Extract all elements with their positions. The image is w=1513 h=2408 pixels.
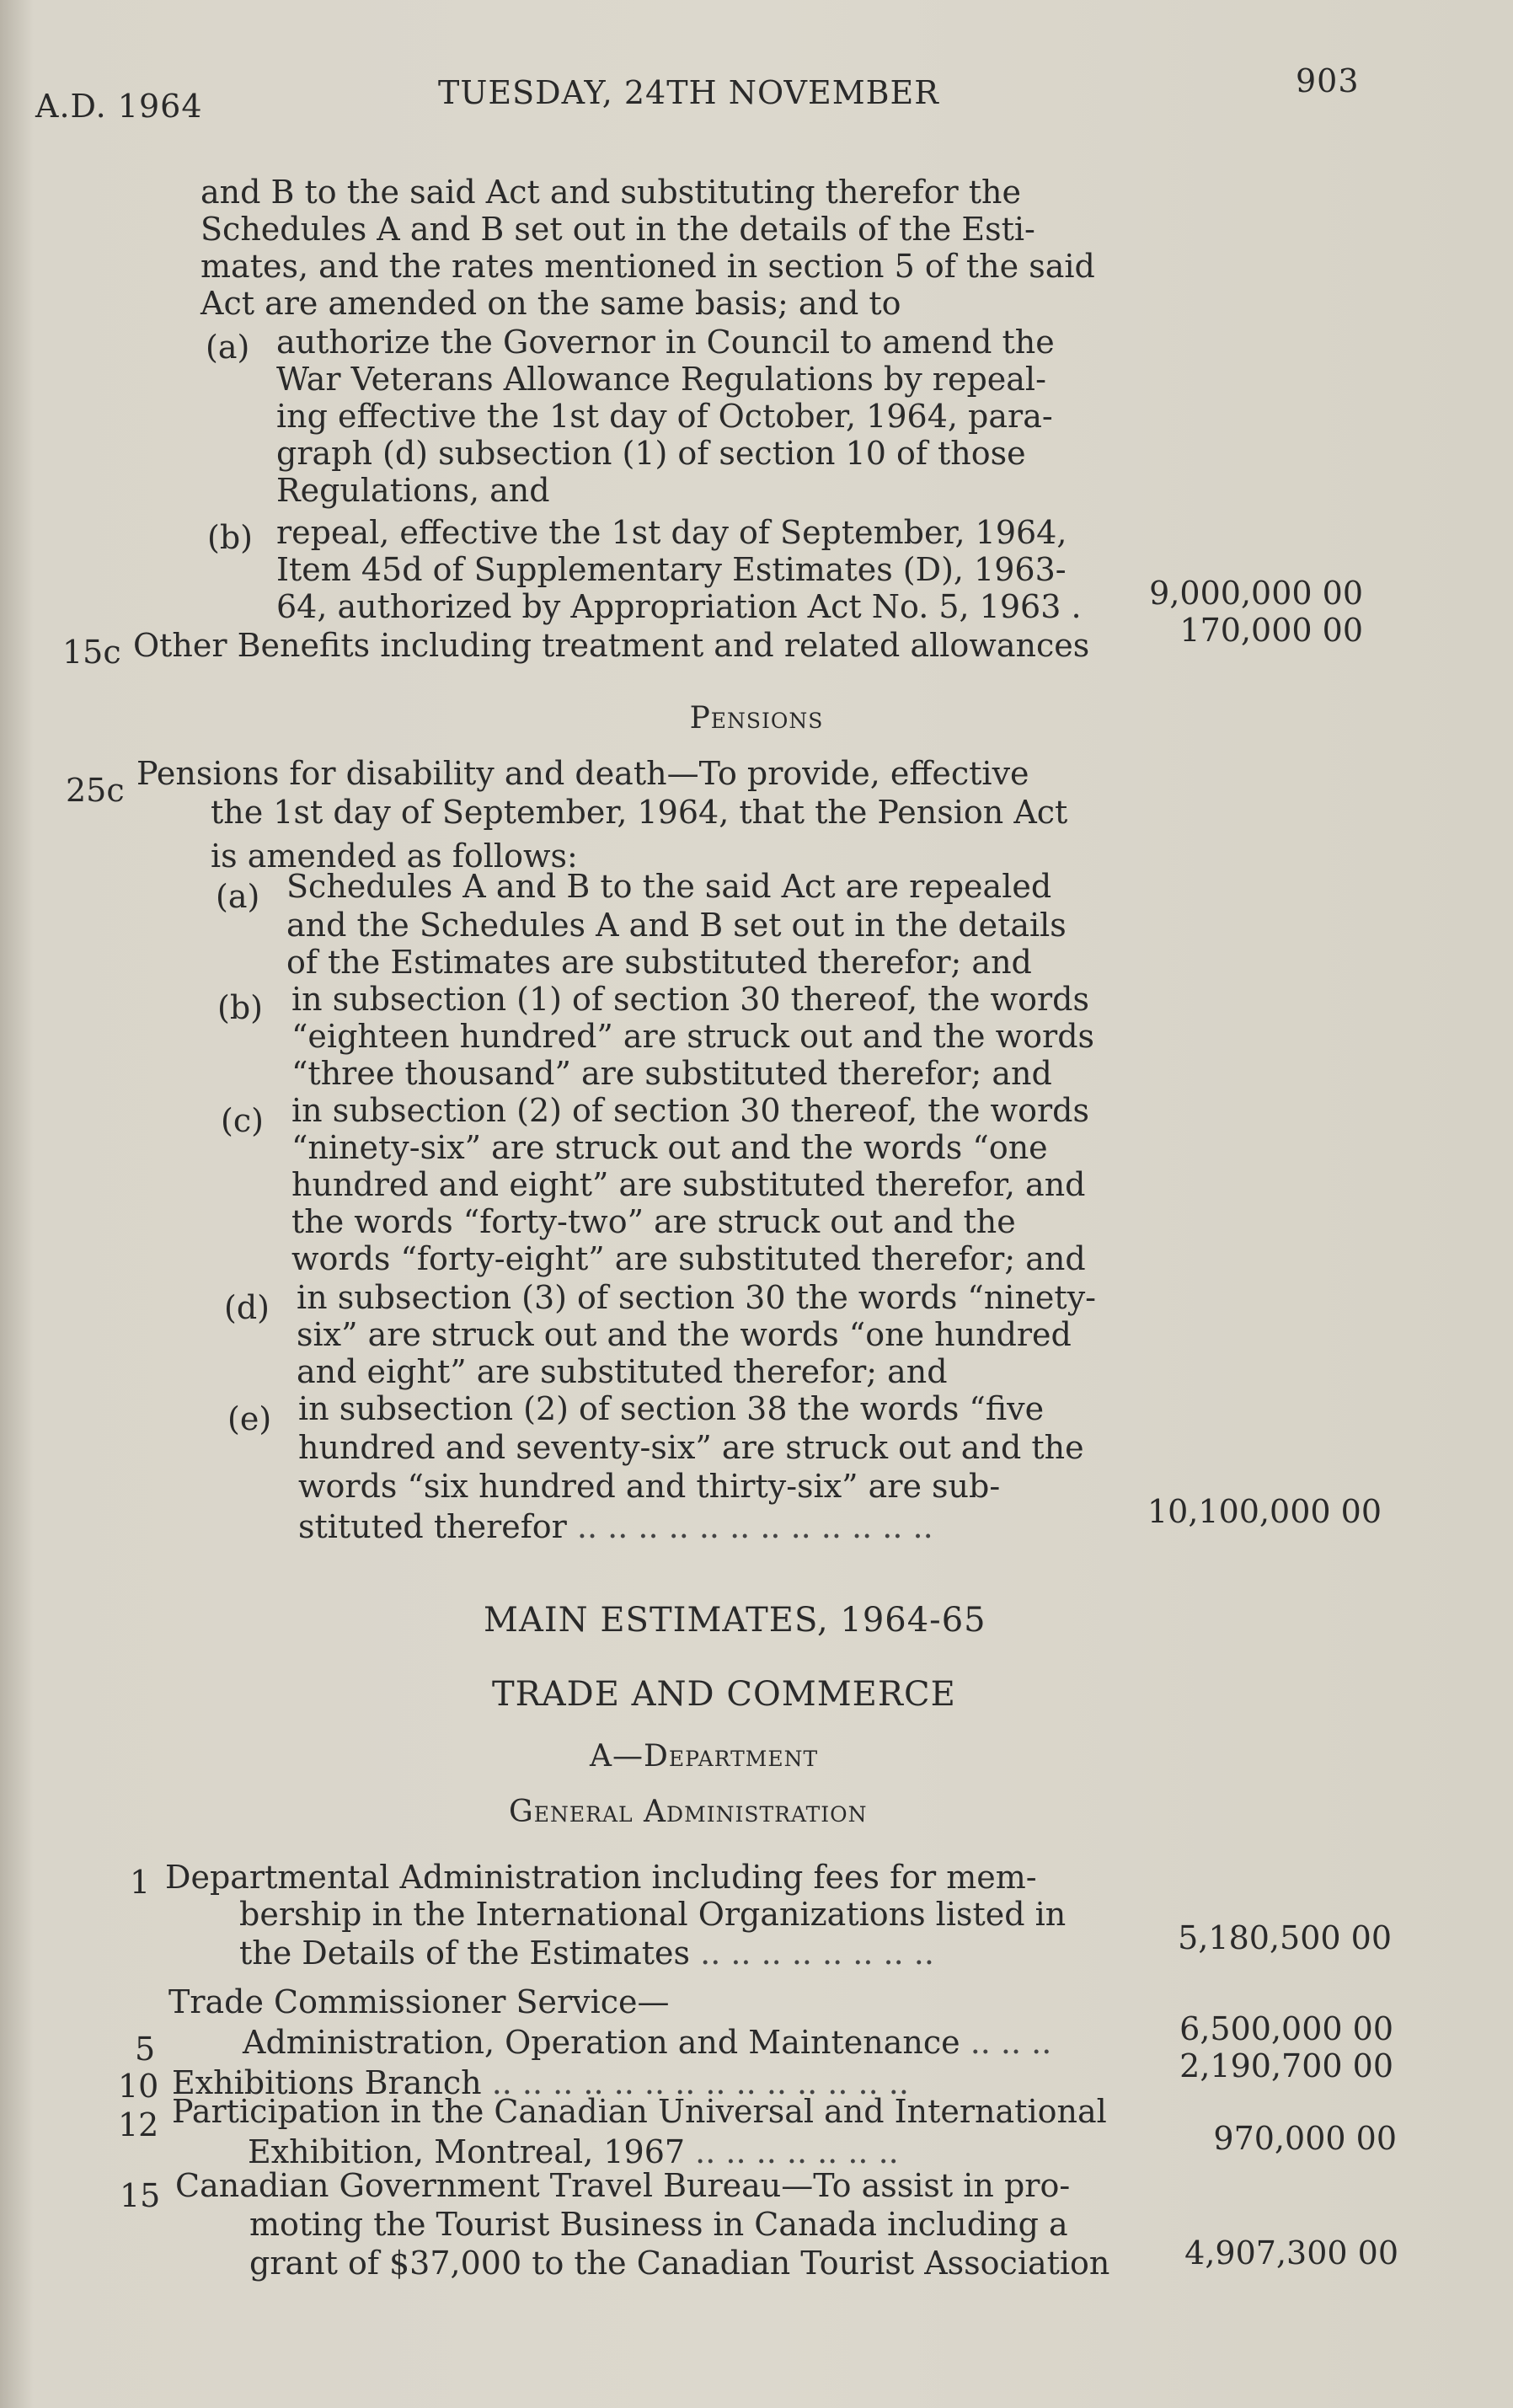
- pensions-heading: Pensions: [689, 701, 824, 736]
- intro-item-b-marker: (b): [207, 519, 253, 556]
- pensions-a-marker: (a): [216, 878, 260, 915]
- pensions-b-marker: (b): [217, 989, 263, 1026]
- item-15-number: 15: [120, 2177, 161, 2214]
- pensions-e-line-4-text: stituted therefor: [298, 1508, 567, 1545]
- item-15-line-1: Canadian Government Travel Bureau—To assist in pro-: [175, 2167, 1071, 2204]
- trade-commissioner-heading: Trade Commissioner Service—: [168, 1983, 670, 2020]
- item-10-number: 10: [118, 2068, 159, 2105]
- intro-item-a-line-5: Regulations, and: [276, 472, 550, 509]
- intro-item-a-marker: (a): [206, 329, 250, 366]
- general-administration-heading: General Administration: [509, 1795, 868, 1829]
- item-12-line-2-text: Exhibition, Montreal, 1967: [248, 2133, 686, 2170]
- pensions-e-marker: (e): [227, 1400, 272, 1437]
- intro-item-a-line-2: War Veterans Allowance Regulations by repeal-: [276, 361, 1046, 398]
- item-5-text: Administration, Operation and Maintenance: [243, 2024, 960, 2061]
- item-12-line-1: Participation in the Canadian Universal and International: [172, 2093, 1107, 2130]
- main-estimates-title: MAIN ESTIMATES, 1964-65: [484, 1601, 986, 1640]
- pensions-line-2: the 1st day of September, 1964, that the Pension Act: [211, 794, 1068, 831]
- dot-leader: .. .. .. .. .. .. .. .. .. .. .. .. .. ..: [481, 2064, 909, 2101]
- item-12-number: 12: [118, 2106, 159, 2143]
- pensions-c-line-1: in subsection (2) of section 30 thereof, the words: [291, 1092, 1089, 1129]
- department-title: TRADE AND COMMERCE: [492, 1675, 956, 1714]
- pensions-item-number: 25c: [66, 772, 125, 809]
- item-15c-text: Other Benefits including treatment and related allowances: [133, 627, 1090, 664]
- intro-line-2: Schedules A and B set out in the details of the Esti-: [200, 211, 1035, 248]
- pensions-b-line-1: in subsection (1) of section 30 thereof, the words: [291, 981, 1089, 1018]
- item-1-number: 1: [130, 1864, 151, 1901]
- item-15-line-2: moting the Tourist Business in Canada including a: [249, 2206, 1068, 2243]
- pensions-c-line-2: “ninety-six” are struck out and the words “one: [291, 1129, 1048, 1166]
- header-date: TUESDAY, 24TH NOVEMBER: [438, 74, 939, 111]
- pensions-b-line-3: “three thousand” are substituted therefor; and: [291, 1055, 1052, 1092]
- pensions-d-line-3: and eight” are substituted therefor; and: [297, 1353, 948, 1390]
- pensions-c-line-4: the words “forty-two” are struck out and the: [291, 1203, 1016, 1240]
- pensions-a-line-3: of the Estimates are substituted therefor; and: [286, 944, 1032, 981]
- pensions-c-line-3: hundred and eight” are substituted therefor, and: [291, 1166, 1086, 1203]
- pensions-amount: 10,100,000 00: [1147, 1493, 1382, 1530]
- pensions-d-marker: (d): [224, 1289, 270, 1326]
- header-year: A.D. 1964: [35, 88, 203, 125]
- pensions-line-3: is amended as follows:: [211, 837, 578, 875]
- pensions-d-line-2: six” are struck out and the words “one hundred: [297, 1316, 1072, 1353]
- pensions-a-line-2: and the Schedules A and B set out in the details: [286, 907, 1067, 944]
- item-10-amount: 2,190,700 00: [1179, 2047, 1393, 2084]
- item-5-amount: 6,500,000 00: [1179, 2010, 1393, 2047]
- pensions-e-line-2: hundred and seventy-six” are struck out and the: [298, 1429, 1084, 1466]
- intro-item-a-line-3: ing effective the 1st day of October, 1964, para-: [276, 398, 1053, 435]
- pensions-c-marker: (c): [221, 1102, 264, 1139]
- intro-line-1: and B to the said Act and substituting therefor the: [200, 174, 1021, 211]
- item-10-text: Exhibitions Branch: [172, 2064, 482, 2101]
- item-5-line: [243, 2024, 1051, 2061]
- item-12-line-2: [248, 2133, 899, 2170]
- intro-item-b-amount: 9,000,000 00: [1149, 575, 1363, 612]
- department-subheading: A—Department: [590, 1739, 819, 1774]
- item-1-line-1: Departmental Administration including fees for mem-: [165, 1859, 1037, 1896]
- item-5-number: 5: [135, 2031, 156, 2068]
- item-1-line-3: [239, 1934, 934, 1972]
- pensions-d-line-1: in subsection (3) of section 30 the words “ninety-: [297, 1279, 1096, 1316]
- intro-item-a-line-4: graph (d) subsection (1) of section 10 of those: [276, 435, 1026, 472]
- pensions-e-line-3: words “six hundred and thirty-six” are sub-: [298, 1468, 1001, 1505]
- item-1-line-2: bership in the International Organizations listed in: [239, 1896, 1067, 1933]
- item-12-amount: 970,000 00: [1213, 2120, 1397, 2157]
- item-15c-amount: 170,000 00: [1179, 612, 1363, 649]
- pensions-a-line-1: Schedules A and B to the said Act are repealed: [286, 868, 1052, 905]
- item-1-amount: 5,180,500 00: [1178, 1919, 1392, 1956]
- intro-item-a-line-1: authorize the Governor in Council to amend the: [276, 324, 1055, 361]
- item-15-amount: 4,907,300 00: [1184, 2234, 1398, 2272]
- item-15c-number: 15c: [62, 634, 121, 671]
- pensions-b-line-2: “eighteen hundred” are struck out and the words: [291, 1018, 1095, 1055]
- page-number: 903: [1296, 62, 1360, 99]
- dot-leader: .. .. .. .. .. .. ..: [685, 2133, 899, 2170]
- intro-line-3: mates, and the rates mentioned in section 5 of the said: [200, 248, 1095, 285]
- item-1-line-3-text: the Details of the Estimates: [239, 1934, 691, 1972]
- pensions-e-line-4: [298, 1508, 933, 1545]
- intro-item-b-line-1: repeal, effective the 1st day of September, 1964,: [276, 514, 1067, 551]
- pensions-e-line-1: in subsection (2) of section 38 the words “five: [298, 1390, 1045, 1427]
- intro-line-4: Act are amended on the same basis; and to: [200, 285, 901, 322]
- item-15-line-3: grant of $37,000 to the Canadian Tourist Association: [249, 2245, 1110, 2282]
- pensions-c-line-5: words “forty-eight” are substituted therefor; and: [291, 1240, 1086, 1277]
- dot-leader: .. .. .. .. .. .. .. .. .. .. .. ..: [566, 1508, 933, 1545]
- pensions-line-1: Pensions for disability and death—To provide, effective: [136, 755, 1029, 792]
- dot-leader: .. .. .. .. .. .. .. ..: [690, 1934, 934, 1972]
- dot-leader: .. .. ..: [960, 2024, 1052, 2061]
- intro-item-b-line-3: 64, authorized by Appropriation Act No. 5, 1963 .: [276, 588, 1082, 625]
- intro-item-b-line-2: Item 45d of Supplementary Estimates (D), 1963-: [276, 551, 1067, 588]
